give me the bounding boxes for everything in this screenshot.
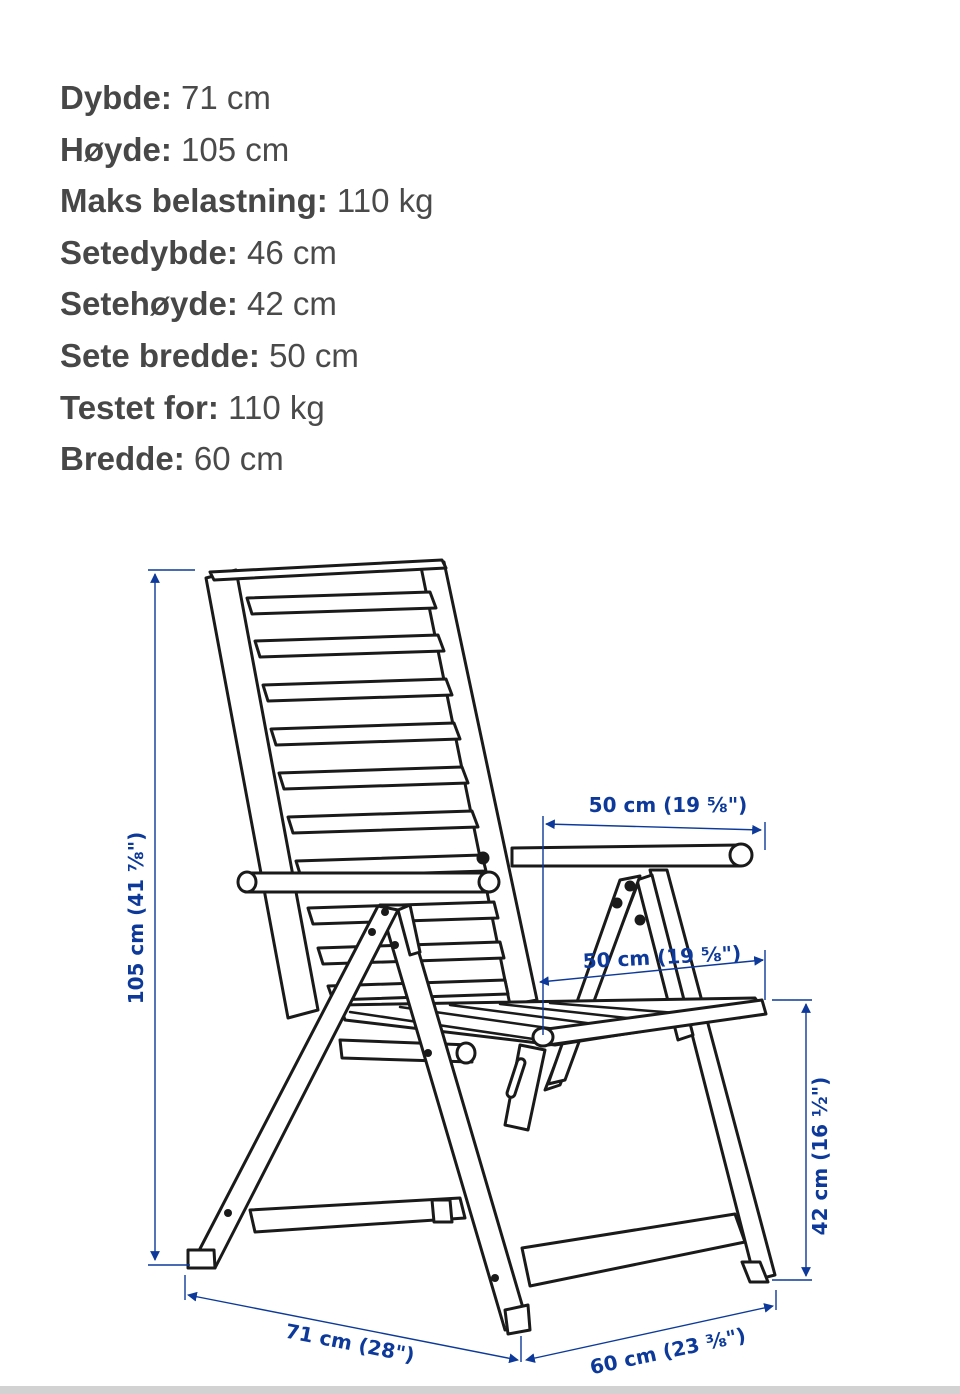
rear-foot-stop <box>432 1200 452 1222</box>
seat-lower-rail <box>340 1040 472 1062</box>
spec-tested-for <box>60 382 434 434</box>
spec-value: 50 cm <box>269 336 359 374</box>
spec-value: 46 cm <box>247 233 337 271</box>
chair-dimension-diagram <box>0 540 960 1386</box>
bottom-scroll-edge <box>0 1386 960 1394</box>
spec-width <box>60 433 434 485</box>
spec-max-load <box>60 175 434 227</box>
near-front-foot <box>505 1305 530 1334</box>
backrest-left-stile <box>206 570 318 1018</box>
armrest-width-dimension-label: 50 cm (19 ⅝") <box>588 793 748 817</box>
backrest-top-rail <box>210 560 446 580</box>
spec-value: 105 cm <box>181 130 290 168</box>
seat-width-dimension-label: 50 cm (19 ⅝") <box>582 940 742 974</box>
spec-label: Dybde: <box>60 79 172 116</box>
spec-value: 110 kg <box>228 388 325 426</box>
spec-label: Setehøyde: <box>60 285 238 323</box>
spec-label: Bredde: <box>60 440 185 478</box>
spec-height <box>60 124 434 176</box>
spec-seat-height <box>60 278 434 330</box>
spec-label: Sete bredde: <box>60 336 260 374</box>
spec-label: Setedybde: <box>60 233 238 271</box>
depth-dimension-label: 71 cm (28") <box>283 1318 417 1368</box>
spec-label: Testet for: <box>60 388 219 426</box>
spec-value: 42 cm <box>247 285 337 323</box>
spec-label: Høyde: <box>60 130 172 168</box>
spec-seat-width <box>60 330 434 382</box>
spec-seat-depth <box>60 227 434 279</box>
far-armrest <box>512 845 750 866</box>
bottom-stretcher <box>522 1214 745 1286</box>
near-rear-foot <box>188 1250 215 1268</box>
spec-value: 71 cm <box>181 79 271 116</box>
product-dimensions-list <box>60 72 434 485</box>
spec-value: 110 kg <box>336 182 434 220</box>
near-armrest <box>246 873 498 892</box>
width-dimension-label: 60 cm (23 ⅜") <box>587 1322 748 1380</box>
height-dimension-label: 105 cm (41 ⅞") <box>124 831 148 1005</box>
spec-label: Maks belastning: <box>60 182 328 220</box>
spec-value: 60 cm <box>193 440 284 478</box>
spec-depth <box>60 72 434 124</box>
seat-height-dimension-label: 42 cm (16 ½") <box>808 1076 832 1236</box>
